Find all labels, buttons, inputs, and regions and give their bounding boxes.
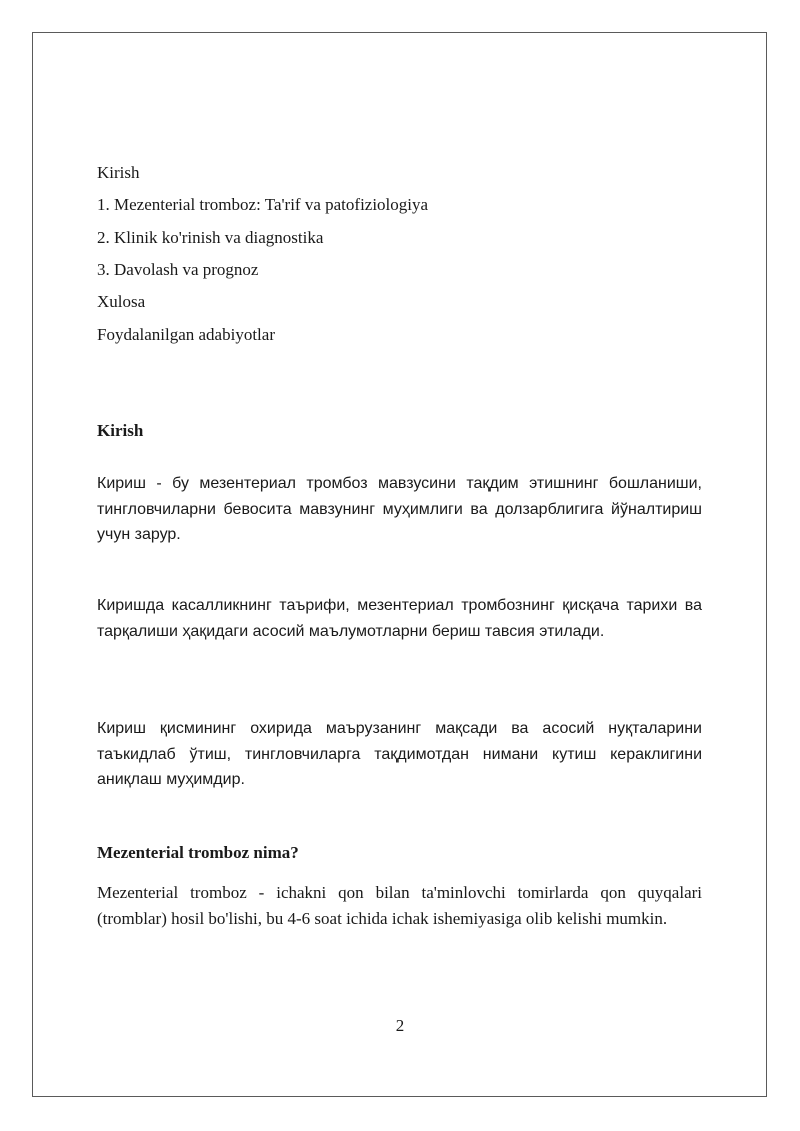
intro-paragraph-3: Кириш қисмининг охирида маърузанинг мақсади ва асосий нуқталарини таъкидлаб ўтиш, тингловчиларга тақдимотдан нимани кутиш кераклигини аниқлаш муҳимдир.	[97, 720, 702, 788]
toc-item-conclusion: Xulosa	[97, 292, 146, 311]
page-number: 2	[395, 1016, 405, 1035]
toc-item-clinical: 2. Klinik ko'rinish va diagnostika	[97, 228, 324, 247]
intro-heading: Kirish	[97, 421, 144, 440]
toc-item-definition: 1. Mezenterial tromboz: Ta'rif va patofiziologiya	[97, 195, 429, 214]
toc-item-introduction: Kirish	[97, 163, 140, 182]
section-heading-mesenteric: Mezenterial tromboz nima?	[97, 843, 299, 862]
toc-item-treatment: 3. Davolash va prognoz	[97, 260, 259, 279]
page-frame	[32, 32, 767, 1097]
intro-paragraph-1: Кириш - бу мезентериал тромбоз мавзусини тақдим этишнинг бошланиши, тингловчиларни бевосита мавзунинг муҳимлиги ва долзарблигига йўналтириш учун зарур.	[97, 475, 702, 543]
section-paragraph-mesenteric: Mezenterial tromboz - ichakni qon bilan ta'minlovchi tomirlarda qon quyqalari (tromblar) hosil bo'lishi, bu 4-6 soat ichida ichak ishemiyasiga olib kelishi mumkin.	[97, 883, 702, 928]
intro-paragraph-2: Киришда касалликнинг таърифи, мезентериал тромбознинг қисқача тарихи ва тарқалиши ҳақидаги асосий маълумотларни бериш тавсия этилади.	[97, 597, 702, 640]
toc-item-references: Foydalanilgan adabiyotlar	[97, 325, 275, 344]
